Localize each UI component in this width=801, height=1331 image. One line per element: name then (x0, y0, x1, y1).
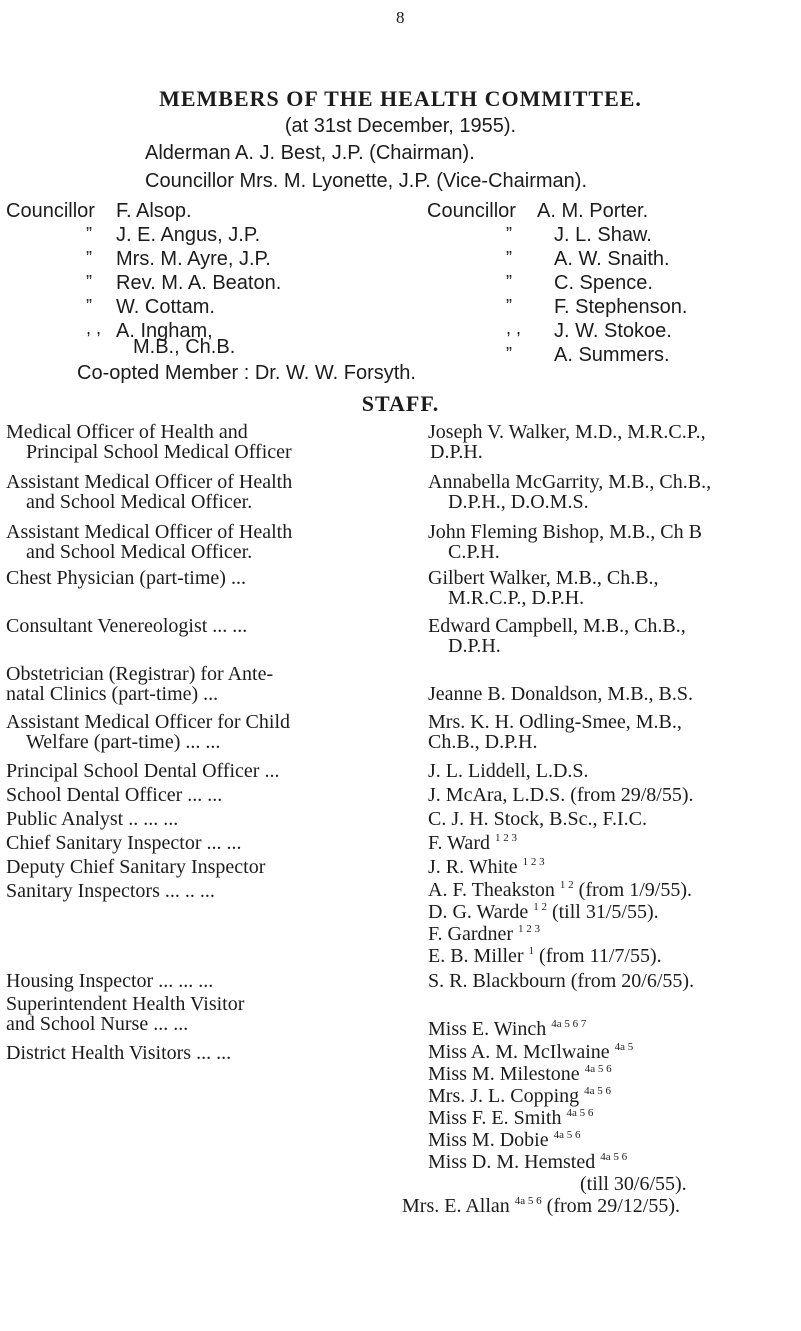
list-item (428, 1108, 687, 1130)
footnote-refs: 1 2 3 (494, 832, 517, 844)
staff-label-venereologist (6, 616, 247, 636)
staff-label-district-hv: District Health Visitors ... ... (6, 1042, 232, 1064)
member-name: J. E. Angus, J.P. (116, 224, 261, 246)
staff-label-superintendent-hv (6, 994, 244, 1034)
ditto-mark: ” (86, 272, 92, 292)
value-line: D.P.H., D.O.M.S. (448, 491, 589, 513)
ditto-mark: , , (506, 318, 522, 338)
person-name: D. G. Warde (428, 901, 529, 923)
label-line: Obstetrician (Registrar) for Ante- (6, 663, 274, 685)
staff-value-housing: S. R. Blackbourn (from 20/6/55). (428, 970, 695, 992)
list-item (402, 1196, 687, 1218)
label-line: Assistant Medical Officer for Child (6, 711, 291, 733)
footnote-refs: 4a 5 6 (584, 1085, 612, 1097)
member-name: A. W. Snaith. (554, 248, 670, 270)
value-line: Mrs. K. H. Odling-Smee, M.B., (428, 711, 682, 733)
footnote-refs: 1 (528, 945, 535, 957)
staff-value-amoh-2 (428, 522, 702, 562)
ditto-mark: ” (86, 248, 92, 268)
member-name: J. L. Shaw. (554, 224, 652, 246)
staff-label-sanitary-inspectors: Sanitary Inspectors ... .. ... (6, 880, 215, 902)
chairman-line: Alderman A. J. Best, J.P. (Chairman). (145, 142, 475, 164)
staff-value-district-hv (402, 1041, 687, 1218)
person-name: Miss A. M. McIlwaine (428, 1041, 610, 1063)
label-line: Superintendent Health Visitor (6, 993, 245, 1015)
value-line: M.R.C.P., D.P.H. (448, 587, 585, 609)
footnote-refs: 4a 5 6 7 (551, 1018, 587, 1030)
value-line: Gilbert Walker, M.B., Ch.B., (428, 567, 659, 589)
label-line: and School Nurse ... ... (6, 1013, 189, 1035)
list-item (428, 1086, 687, 1108)
staff-label-deputy-sanitary: Deputy Chief Sanitary Inspector (6, 856, 266, 878)
value-line: Jeanne B. Donaldson, M.B., B.S. (428, 683, 693, 705)
value-line: Joseph V. Walker, M.D., M.R.C.P., (428, 421, 706, 443)
ditto-mark: ” (506, 248, 512, 268)
staff-label-chest (6, 568, 246, 588)
date-note: (from 29/12/55). (546, 1195, 680, 1217)
value-line: D.P.H. (448, 635, 501, 657)
list-item (428, 1152, 687, 1174)
value-line: C.P.H. (448, 541, 500, 563)
list-item (428, 1042, 687, 1064)
staff-label-chief-sanitary: Chief Sanitary Inspector ... ... (6, 832, 242, 854)
person-name: Mrs. J. L. Copping (428, 1085, 580, 1107)
list-item (428, 1130, 687, 1152)
ditto-mark: ” (86, 224, 92, 244)
staff-value-public-analyst: C. J. H. Stock, B.Sc., F.I.C. (428, 808, 647, 830)
staff-value-child-welfare (428, 712, 682, 752)
list-item (428, 880, 692, 902)
staff-label-moh (6, 422, 292, 462)
list-item (428, 902, 692, 924)
staff-label-child-welfare (6, 712, 290, 752)
page-subtitle: (at 31st December, 1955). (284, 115, 517, 137)
person-name: F. Ward (428, 832, 490, 854)
person-name: Mrs. E. Allan (402, 1195, 510, 1217)
staff-label-amoh-1 (6, 472, 292, 512)
value-line: John Fleming Bishop, M.B., Ch B (428, 521, 702, 543)
footnote-refs: 4a 5 6 (600, 1151, 628, 1163)
page-title: MEMBERS OF THE HEALTH COMMITTEE. (159, 86, 642, 111)
staff-label-housing: Housing Inspector ... ... ... (6, 970, 214, 992)
footnote-refs: 4a 5 (614, 1041, 634, 1053)
person-name: Miss D. M. Hemsted (428, 1151, 596, 1173)
staff-value-deputy-sanitary (428, 856, 545, 879)
footnote-refs: 4a 5 6 (553, 1129, 581, 1141)
person-name: Miss M. Milestone (428, 1063, 580, 1085)
label-line: natal Clinics (part-time) ... (6, 683, 219, 705)
staff-label-principal-dental: Principal School Dental Officer ... (6, 760, 280, 782)
label-line: and School Medical Officer. (26, 491, 253, 513)
staff-value-amoh-1 (428, 472, 711, 512)
staff-label-amoh-2 (6, 522, 292, 562)
label-line: Chest Physician (part-time) ... (6, 567, 246, 589)
value-line: Annabella McGarrity, M.B., Ch.B., (428, 471, 712, 493)
footnote-refs: 4a 5 6 (566, 1107, 594, 1119)
date-note: (from 1/9/55). (578, 879, 692, 901)
ditto-mark: ” (506, 224, 512, 244)
label-line: Assistant Medical Officer of Health (6, 471, 293, 493)
ditto-mark: ” (506, 344, 512, 364)
list-item (428, 946, 692, 968)
ditto-mark: ” (86, 296, 92, 316)
staff-value-chief-sanitary (428, 832, 517, 855)
person-name: Miss E. Winch (428, 1018, 547, 1040)
footnote-refs: 4a 5 6 (514, 1195, 542, 1207)
staff-value-school-dental: J. McAra, L.D.S. (from 29/8/55). (428, 784, 694, 806)
staff-value-superintendent-hv (428, 1018, 586, 1041)
staff-label-school-dental: School Dental Officer ... ... (6, 784, 223, 806)
member-name: A. Ingham, (116, 320, 213, 342)
person-name: F. Gardner (428, 923, 514, 945)
value-line: Ch.B., D.P.H. (428, 731, 538, 753)
list-item (428, 924, 692, 946)
staff-label-public-analyst: Public Analyst .. ... ... (6, 808, 179, 830)
member-name: F. Stephenson. (554, 296, 688, 318)
staff-value-sanitary-inspectors (428, 880, 692, 968)
member-name: J. W. Stokoe. (554, 320, 672, 342)
left-col-prefix: Councillor (6, 200, 95, 222)
member-name: W. Cottam. (116, 296, 215, 318)
date-note: (till 30/6/55). (580, 1173, 687, 1195)
member-name: F. Alsop. (116, 200, 192, 222)
person-name: Miss M. Dobie (428, 1129, 549, 1151)
person-name: Miss F. E. Smith (428, 1107, 562, 1129)
footnote-refs: 4a 5 6 (584, 1063, 612, 1075)
person-name: J. R. White (428, 856, 518, 878)
label-line: and School Medical Officer. (26, 541, 253, 563)
ditto-mark: ” (506, 272, 512, 292)
coopted-member-line: Co-opted Member : Dr. W. W. Forsyth. (77, 362, 416, 384)
member-qualification: M.B., Ch.B. (133, 336, 236, 358)
label-line: Principal School Medical Officer (26, 441, 292, 463)
vice-chairman-line: Councillor Mrs. M. Lyonette, J.P. (Vice-Chairman). (145, 170, 588, 192)
person-name: A. F. Theakston (428, 879, 555, 901)
person-name: E. B. Miller (428, 945, 524, 967)
footnote-refs: 1 2 3 (522, 856, 545, 868)
ditto-mark: , , (86, 318, 102, 338)
label-line: Consultant Venereologist ... ... (6, 615, 248, 637)
staff-value-principal-dental: J. L. Liddell, L.D.S. (428, 760, 589, 782)
date-note: (from 11/7/55). (539, 945, 662, 967)
member-name: Rev. M. A. Beaton. (116, 272, 282, 294)
footnote-refs: 1 2 3 (518, 923, 541, 935)
footnote-refs: 1 2 (533, 901, 547, 913)
page-number: 8 (396, 8, 405, 27)
member-name: A. M. Porter. (537, 200, 649, 222)
value-line: D.P.H. (430, 441, 483, 463)
label-line: Medical Officer of Health and (6, 421, 248, 443)
member-name: Mrs. M. Ayre, J.P. (116, 248, 271, 270)
member-name: A. Summers. (554, 344, 670, 366)
member-name: C. Spence. (554, 272, 653, 294)
ditto-mark: ” (506, 296, 512, 316)
staff-value-obstetrician (428, 684, 693, 704)
list-item (428, 1064, 687, 1086)
date-note: (till 31/5/55). (551, 901, 659, 923)
staff-value-moh (428, 422, 706, 462)
staff-value-chest (428, 568, 659, 608)
right-col-prefix: Councillor (427, 200, 516, 222)
staff-heading: STAFF. (361, 391, 440, 416)
staff-value-venereologist (428, 616, 686, 656)
value-line: Edward Campbell, M.B., Ch.B., (428, 615, 686, 637)
label-line: Assistant Medical Officer of Health (6, 521, 293, 543)
label-line: Welfare (part-time) ... ... (26, 731, 221, 753)
footnote-refs: 1 2 (559, 879, 574, 891)
staff-label-obstetrician (6, 664, 273, 704)
